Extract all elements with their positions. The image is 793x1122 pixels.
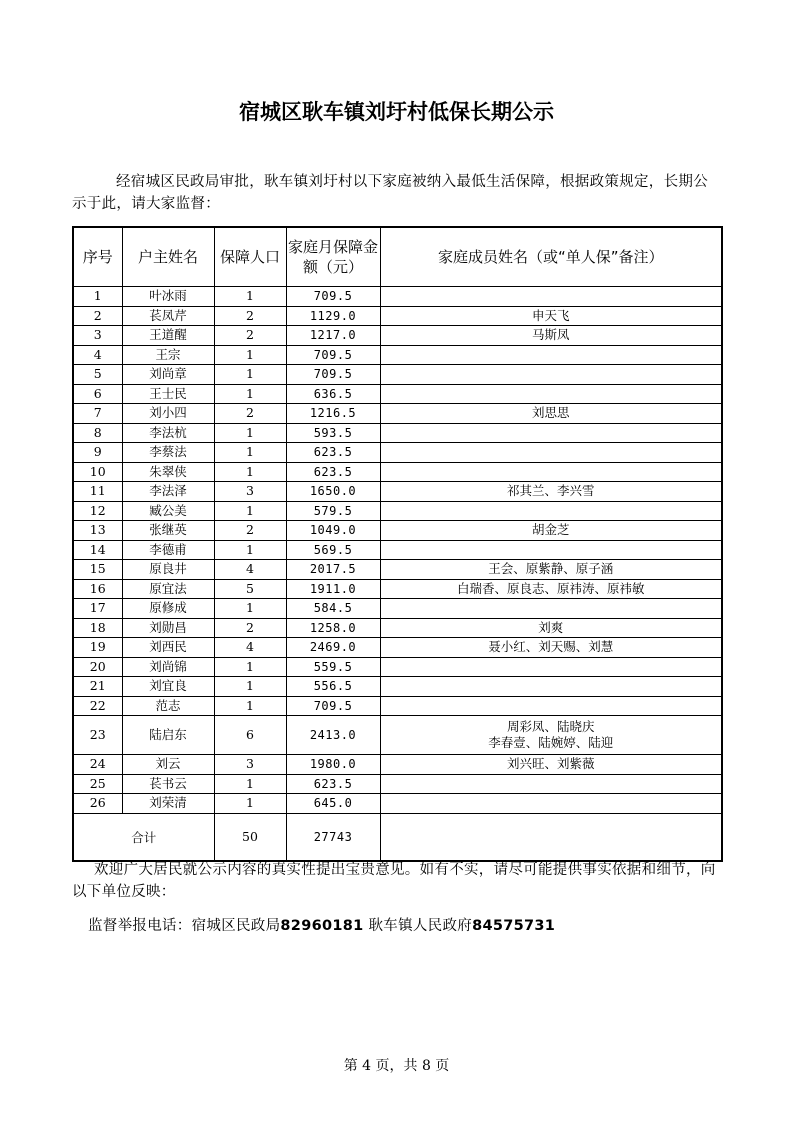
cell-index: 20 — [73, 657, 122, 677]
page-title: 宿城区耿车镇刘圩村低保长期公示 — [239, 99, 554, 124]
cell-index: 13 — [73, 521, 122, 541]
cell-head-name: 张继英 — [122, 521, 214, 541]
cell-persons: 4 — [214, 638, 286, 658]
cell-members — [380, 501, 722, 521]
cell-index: 10 — [73, 462, 122, 482]
cell-amount: 2017.5 — [286, 560, 380, 580]
cell-members: 胡金芝 — [380, 521, 722, 541]
table-row — [73, 345, 722, 365]
cell-index: 5 — [73, 365, 122, 385]
recipient-table — [72, 226, 723, 862]
cell-persons: 1 — [214, 696, 286, 716]
cell-amount: 2469.0 — [286, 638, 380, 658]
table-row — [73, 404, 722, 424]
cell-amount: 2413.0 — [286, 716, 380, 755]
cell-index: 14 — [73, 540, 122, 560]
cell-persons: 5 — [214, 579, 286, 599]
cell-index: 16 — [73, 579, 122, 599]
table-row — [73, 696, 722, 716]
cell-index: 21 — [73, 677, 122, 697]
cell-members: 刘思思 — [380, 404, 722, 424]
cell-head-name: 刘小四 — [122, 404, 214, 424]
cell-head-name: 李德甫 — [122, 540, 214, 560]
intro-paragraph: 经宿城区民政局审批，耿车镇刘圩村以下家庭被纳入最低生活保障，根据政策规定，长期公示于此，请大家监督： — [72, 174, 708, 212]
cell-index: 11 — [73, 482, 122, 502]
cell-amount: 623.5 — [286, 443, 380, 463]
cell-members-line-2: 李春壹、陆婉婷、陆迎 — [488, 735, 614, 750]
cell-amount: 623.5 — [286, 774, 380, 794]
cell-members-line-1: 周彩凤、陆晓庆 — [506, 719, 595, 734]
cell-amount: 556.5 — [286, 677, 380, 697]
cell-persons: 1 — [214, 287, 286, 307]
cell-persons: 2 — [214, 618, 286, 638]
header-head-name: 户主姓名 — [122, 227, 214, 287]
table-row — [73, 326, 722, 346]
cell-amount: 1650.0 — [286, 482, 380, 502]
cell-persons: 1 — [214, 384, 286, 404]
cell-index: 18 — [73, 618, 122, 638]
hotline-label: 监督举报电话： — [88, 918, 192, 934]
cell-members: 刘兴旺、刘紫薇 — [380, 755, 722, 775]
table-row — [73, 755, 722, 775]
cell-index: 1 — [73, 287, 122, 307]
hotline-org-2: 耿车镇人民政府 — [368, 918, 473, 934]
cell-index: 24 — [73, 755, 122, 775]
cell-head-name: 范志 — [122, 696, 214, 716]
table-row — [73, 365, 722, 385]
cell-index: 26 — [73, 794, 122, 814]
cell-members — [380, 287, 722, 307]
table-row — [73, 306, 722, 326]
cell-head-name: 刘勋昌 — [122, 618, 214, 638]
cell-persons: 1 — [214, 443, 286, 463]
hotline-number-2: 84575731 — [472, 918, 556, 934]
cell-persons: 1 — [214, 794, 286, 814]
cell-head-name: 臧公美 — [122, 501, 214, 521]
cell-persons: 4 — [214, 560, 286, 580]
cell-amount: 1258.0 — [286, 618, 380, 638]
cell-head-name: 原良井 — [122, 560, 214, 580]
cell-index: 8 — [73, 423, 122, 443]
cell-persons: 2 — [214, 306, 286, 326]
table-row — [73, 462, 722, 482]
cell-members: 白瑞香、原良志、原祎涛、原祎敏 — [380, 579, 722, 599]
cell-members — [380, 423, 722, 443]
cell-amount: 709.5 — [286, 696, 380, 716]
cell-index: 9 — [73, 443, 122, 463]
table-row — [73, 794, 722, 814]
total-label: 合计 — [73, 813, 214, 861]
cell-head-name: 刘西民 — [122, 638, 214, 658]
cell-head-name: 苌书云 — [122, 774, 214, 794]
table-row — [73, 443, 722, 463]
cell-head-name: 刘宜良 — [122, 677, 214, 697]
cell-amount: 569.5 — [286, 540, 380, 560]
cell-members — [380, 774, 722, 794]
header-members: 家庭成员姓名（或“单人保”备注） — [380, 227, 722, 287]
cell-persons: 1 — [214, 657, 286, 677]
cell-head-name: 苌凤芹 — [122, 306, 214, 326]
cell-index: 6 — [73, 384, 122, 404]
cell-persons: 1 — [214, 774, 286, 794]
table-row — [73, 618, 722, 638]
header-persons: 保障人口 — [214, 227, 286, 287]
cell-index: 4 — [73, 345, 122, 365]
cell-members — [380, 365, 722, 385]
cell-amount: 1129.0 — [286, 306, 380, 326]
total-row — [73, 813, 722, 861]
cell-head-name: 王宗 — [122, 345, 214, 365]
cell-members: 聂小红、刘天赐、刘慧 — [380, 638, 722, 658]
cell-members — [380, 677, 722, 697]
cell-members: 王会、原紫静、原子涵 — [380, 560, 722, 580]
cell-members — [380, 657, 722, 677]
cell-persons: 3 — [214, 755, 286, 775]
cell-head-name: 叶冰雨 — [122, 287, 214, 307]
cell-amount: 584.5 — [286, 599, 380, 619]
table-row — [73, 716, 722, 755]
cell-persons: 1 — [214, 365, 286, 385]
cell-amount: 1216.5 — [286, 404, 380, 424]
cell-head-name: 刘云 — [122, 755, 214, 775]
table-row — [73, 384, 722, 404]
table-row — [73, 774, 722, 794]
cell-persons: 1 — [214, 677, 286, 697]
cell-persons: 1 — [214, 462, 286, 482]
table-row — [73, 501, 722, 521]
cell-members — [380, 462, 722, 482]
cell-head-name: 刘荣清 — [122, 794, 214, 814]
cell-amount: 1049.0 — [286, 521, 380, 541]
table-row — [73, 657, 722, 677]
cell-index: 15 — [73, 560, 122, 580]
cell-members — [380, 384, 722, 404]
table-row — [73, 560, 722, 580]
table-row — [73, 287, 722, 307]
table-row — [73, 638, 722, 658]
cell-persons: 3 — [214, 482, 286, 502]
cell-head-name: 原修成 — [122, 599, 214, 619]
cell-index: 23 — [73, 716, 122, 755]
table-row — [73, 482, 722, 502]
cell-persons: 6 — [214, 716, 286, 755]
cell-members: 马斯凤 — [380, 326, 722, 346]
header-index: 序号 — [73, 227, 122, 287]
cell-index: 17 — [73, 599, 122, 619]
cell-persons: 1 — [214, 423, 286, 443]
cell-head-name: 王士民 — [122, 384, 214, 404]
cell-amount: 645.0 — [286, 794, 380, 814]
cell-head-name: 刘尚章 — [122, 365, 214, 385]
cell-members — [380, 794, 722, 814]
cell-index: 2 — [73, 306, 122, 326]
feedback-paragraph: 欢迎广大居民就公示内容的真实性提出宝贵意见。如有不实，请尽可能提供事实依据和细节，向以下单位反映： — [72, 862, 716, 900]
table-row — [73, 677, 722, 697]
cell-head-name: 李蔡法 — [122, 443, 214, 463]
cell-persons: 2 — [214, 521, 286, 541]
cell-members — [380, 443, 722, 463]
page-number: 第 4 页，共 8 页 — [343, 1058, 450, 1074]
table-header-row — [73, 227, 722, 287]
cell-amount: 579.5 — [286, 501, 380, 521]
table-row — [73, 521, 722, 541]
cell-persons: 1 — [214, 540, 286, 560]
cell-amount: 1980.0 — [286, 755, 380, 775]
table-row — [73, 423, 722, 443]
cell-amount: 709.5 — [286, 365, 380, 385]
cell-amount: 593.5 — [286, 423, 380, 443]
cell-members — [380, 696, 722, 716]
cell-index: 7 — [73, 404, 122, 424]
cell-amount: 1911.0 — [286, 579, 380, 599]
hotline-org-1: 宿城区民政局 — [191, 918, 281, 934]
cell-members: 申天飞 — [380, 306, 722, 326]
cell-amount: 1217.0 — [286, 326, 380, 346]
cell-persons: 1 — [214, 599, 286, 619]
cell-head-name: 刘尚锦 — [122, 657, 214, 677]
cell-index: 22 — [73, 696, 122, 716]
table-row — [73, 540, 722, 560]
cell-index: 25 — [73, 774, 122, 794]
table-row — [73, 579, 722, 599]
cell-members — [380, 345, 722, 365]
total-amount: 27743 — [286, 813, 380, 861]
cell-head-name: 原宜法 — [122, 579, 214, 599]
cell-amount: 709.5 — [286, 287, 380, 307]
cell-members: 祁其兰、李兴雪 — [380, 482, 722, 502]
cell-persons: 2 — [214, 404, 286, 424]
total-persons: 50 — [214, 813, 286, 861]
cell-persons: 2 — [214, 326, 286, 346]
hotline-number-1: 82960181 — [280, 918, 364, 934]
cell-members — [380, 716, 722, 755]
cell-head-name: 陆启东 — [122, 716, 214, 755]
cell-members: 刘爽 — [380, 618, 722, 638]
cell-amount: 623.5 — [286, 462, 380, 482]
cell-amount: 709.5 — [286, 345, 380, 365]
cell-head-name: 李法泽 — [122, 482, 214, 502]
table-body — [73, 287, 722, 861]
cell-head-name: 朱翠侠 — [122, 462, 214, 482]
cell-amount: 559.5 — [286, 657, 380, 677]
header-amount: 家庭月保障金额（元） — [286, 227, 380, 287]
total-members — [380, 813, 722, 861]
cell-head-name: 王道醒 — [122, 326, 214, 346]
cell-members — [380, 599, 722, 619]
cell-amount: 636.5 — [286, 384, 380, 404]
cell-persons: 1 — [214, 501, 286, 521]
cell-index: 12 — [73, 501, 122, 521]
table-row — [73, 599, 722, 619]
cell-index: 19 — [73, 638, 122, 658]
cell-persons: 1 — [214, 345, 286, 365]
cell-head-name: 李法杭 — [122, 423, 214, 443]
hotline-line — [88, 914, 555, 935]
cell-index: 3 — [73, 326, 122, 346]
cell-members — [380, 540, 722, 560]
